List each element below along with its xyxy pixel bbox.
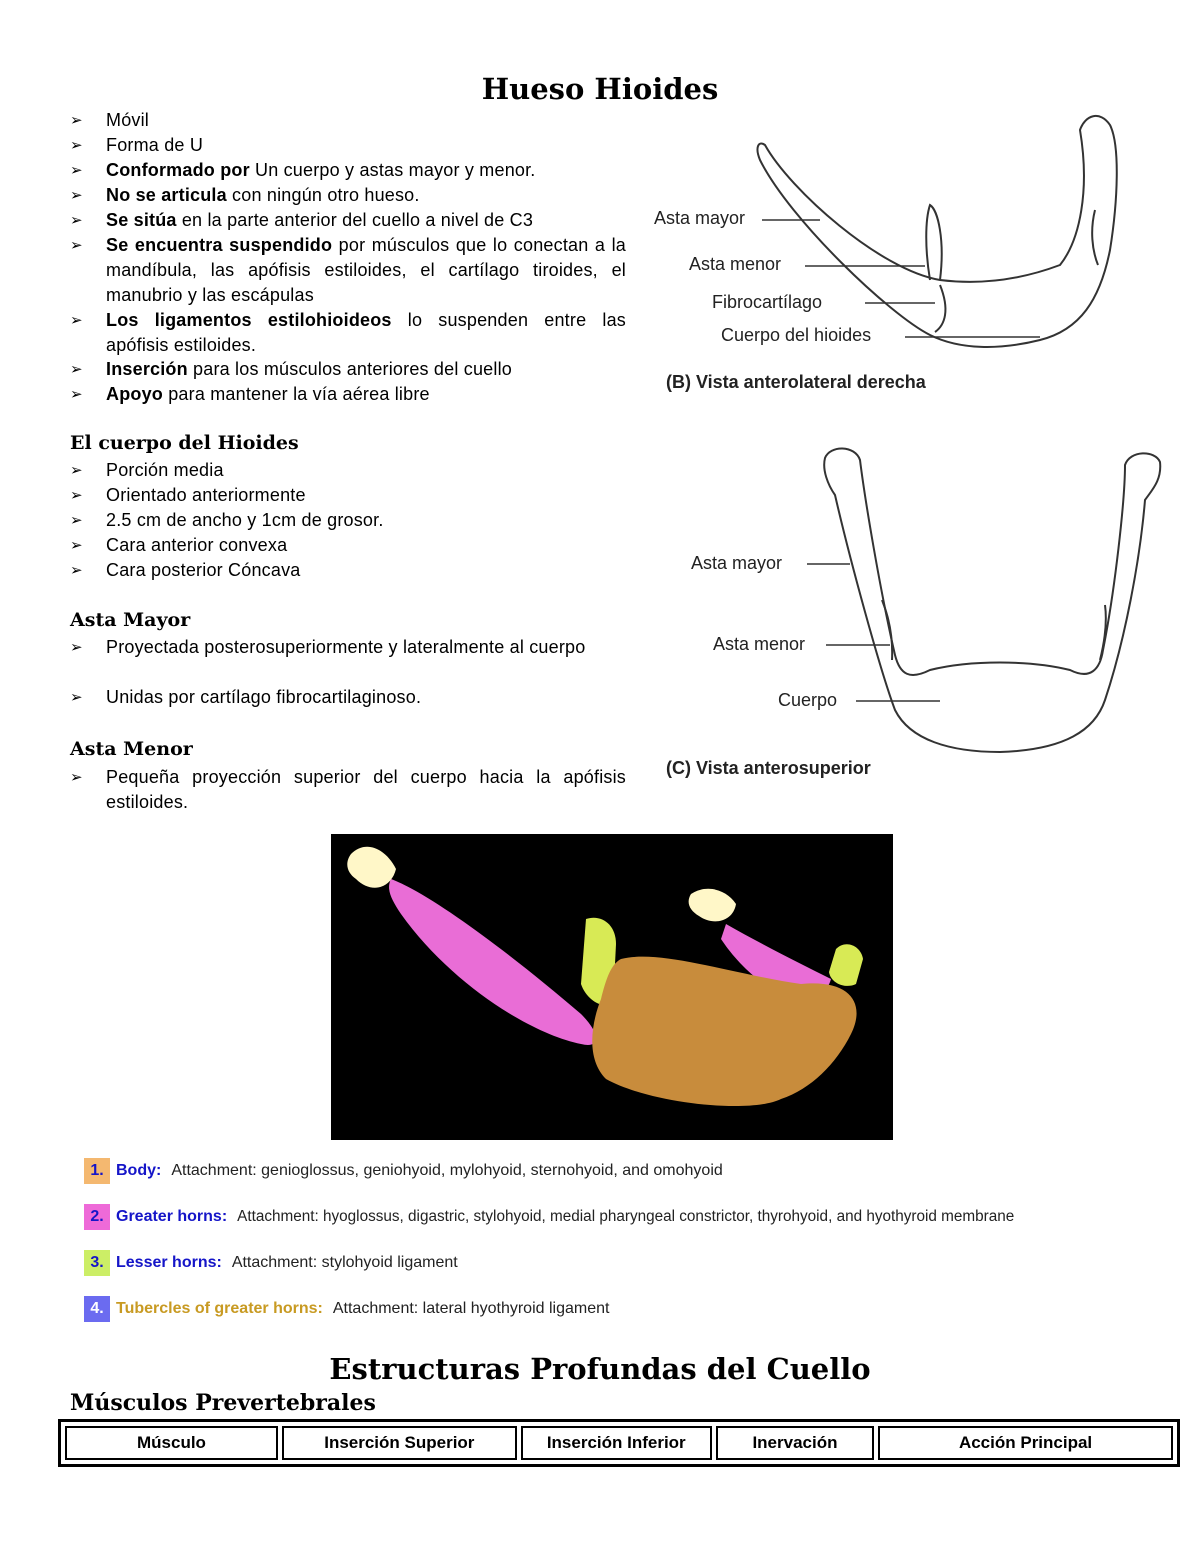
section-heading-greater-horn: Asta Mayor [70, 609, 191, 631]
list-item: ➢ Porción media [106, 458, 626, 483]
hyoid-3d-model-image [331, 834, 893, 1140]
list-item: ➢ Orientado anteriormente [106, 483, 626, 508]
list-item: ➢ Los ligamentos estilohioideos lo suspenden entre las apófisis estiloides. [106, 308, 626, 358]
section-subtitle: Músculos Prevertebrales [70, 1390, 376, 1416]
list-item: ➢ Móvil [106, 108, 626, 133]
figure-b-label-body: Cuerpo del hioides [721, 325, 872, 345]
list-item: ➢ Se encuentra suspendido por músculos que lo conectan a la mandíbula, las apófisis estiloides, el cartílago tiroides, el manubrio y las escápulas [106, 233, 626, 308]
hyoid-anterolateral-illustration [640, 100, 1160, 400]
figure-c-caption: (C) Vista anterosuperior [666, 758, 871, 778]
legend-swatch: 4. [84, 1296, 110, 1322]
page-title: Hueso Hioides [481, 72, 719, 106]
legend-name: Lesser horns: [116, 1254, 222, 1271]
figure-c-label-body: Cuerpo [778, 690, 838, 710]
legend-item-tubercles [84, 1296, 609, 1322]
table-header-cell: Músculo [65, 1426, 278, 1460]
list-item: ➢ Unidas por cartílago fibrocartilaginoso. [106, 685, 626, 710]
section-title: Estructuras Profundas del Cuello [329, 1352, 871, 1386]
hyoid-anterosuperior-illustration [800, 440, 1180, 770]
figure-c-label-lesser-horn: Asta menor [713, 634, 806, 654]
table-header-row [65, 1426, 1173, 1460]
legend-item-body [84, 1158, 723, 1184]
list-item: ➢ Cara anterior convexa [106, 533, 626, 558]
legend-item-greater-horns [84, 1204, 1014, 1230]
list-item: ➢ Apoyo para mantener la vía aérea libre [106, 382, 626, 407]
list-item: ➢ Inserción para los músculos anteriores del cuello [106, 357, 626, 382]
legend-name: Tubercles of greater horns: [116, 1300, 323, 1317]
figure-b-caption: (B) Vista anterolateral derecha [666, 372, 926, 392]
table-header-cell: Inervación [716, 1426, 874, 1460]
list-item: ➢ Proyectada posterosuperiormente y lateralmente al cuerpo [106, 635, 626, 660]
list-item: ➢ Cara posterior Cóncava [106, 558, 626, 583]
legend-text: Attachment: genioglossus, geniohyoid, mylohyoid, sternohyoid, and omohyoid [171, 1162, 723, 1179]
list-item: ➢ No se articula con ningún otro hueso. [106, 183, 626, 208]
legend-text: Attachment: lateral hyothyroid ligament [332, 1300, 610, 1317]
list-item: ➢ Pequeña proyección superior del cuerpo hacia la apófisis estiloides. [106, 765, 626, 815]
section-heading-body: El cuerpo del Hioides [70, 432, 299, 454]
legend-text: Attachment: hyoglossus, digastric, stylohyoid, medial pharyngeal constrictor, thyrohyoid, and hyothyroid membrane [237, 1208, 1015, 1225]
figure-b-label-lesser-horn: Asta menor [689, 254, 782, 274]
figure-b-label-fibrocartilage: Fibrocartílago [712, 292, 823, 312]
figure-c-label-greater-horn: Asta mayor [691, 553, 783, 573]
figure-b-label-greater-horn: Asta mayor [654, 208, 746, 228]
list-item: ➢ Forma de U [106, 133, 626, 158]
list-item: ➢ 2.5 cm de ancho y 1cm de grosor. [106, 508, 626, 533]
section-heading-lesser-horn: Asta Menor [70, 738, 193, 760]
table-header-cell: Inserción Superior [282, 1426, 517, 1460]
table-header-cell: Inserción Inferior [521, 1426, 712, 1460]
legend-text: Attachment: stylohyoid ligament [231, 1254, 458, 1271]
legend-item-lesser-horns [84, 1250, 458, 1276]
legend-name: Greater horns: [116, 1208, 228, 1225]
legend-swatch: 2. [84, 1204, 110, 1230]
legend-swatch: 1. [84, 1158, 110, 1184]
table-header-cell: Acción Principal [878, 1426, 1173, 1460]
legend-swatch: 3. [84, 1250, 110, 1276]
muscles-table [58, 1419, 1180, 1467]
legend-name: Body: [116, 1162, 162, 1179]
list-item: ➢ Se sitúa en la parte anterior del cuello a nivel de C3 [106, 208, 626, 233]
list-item: ➢ Conformado por Un cuerpo y astas mayor y menor. [106, 158, 626, 183]
